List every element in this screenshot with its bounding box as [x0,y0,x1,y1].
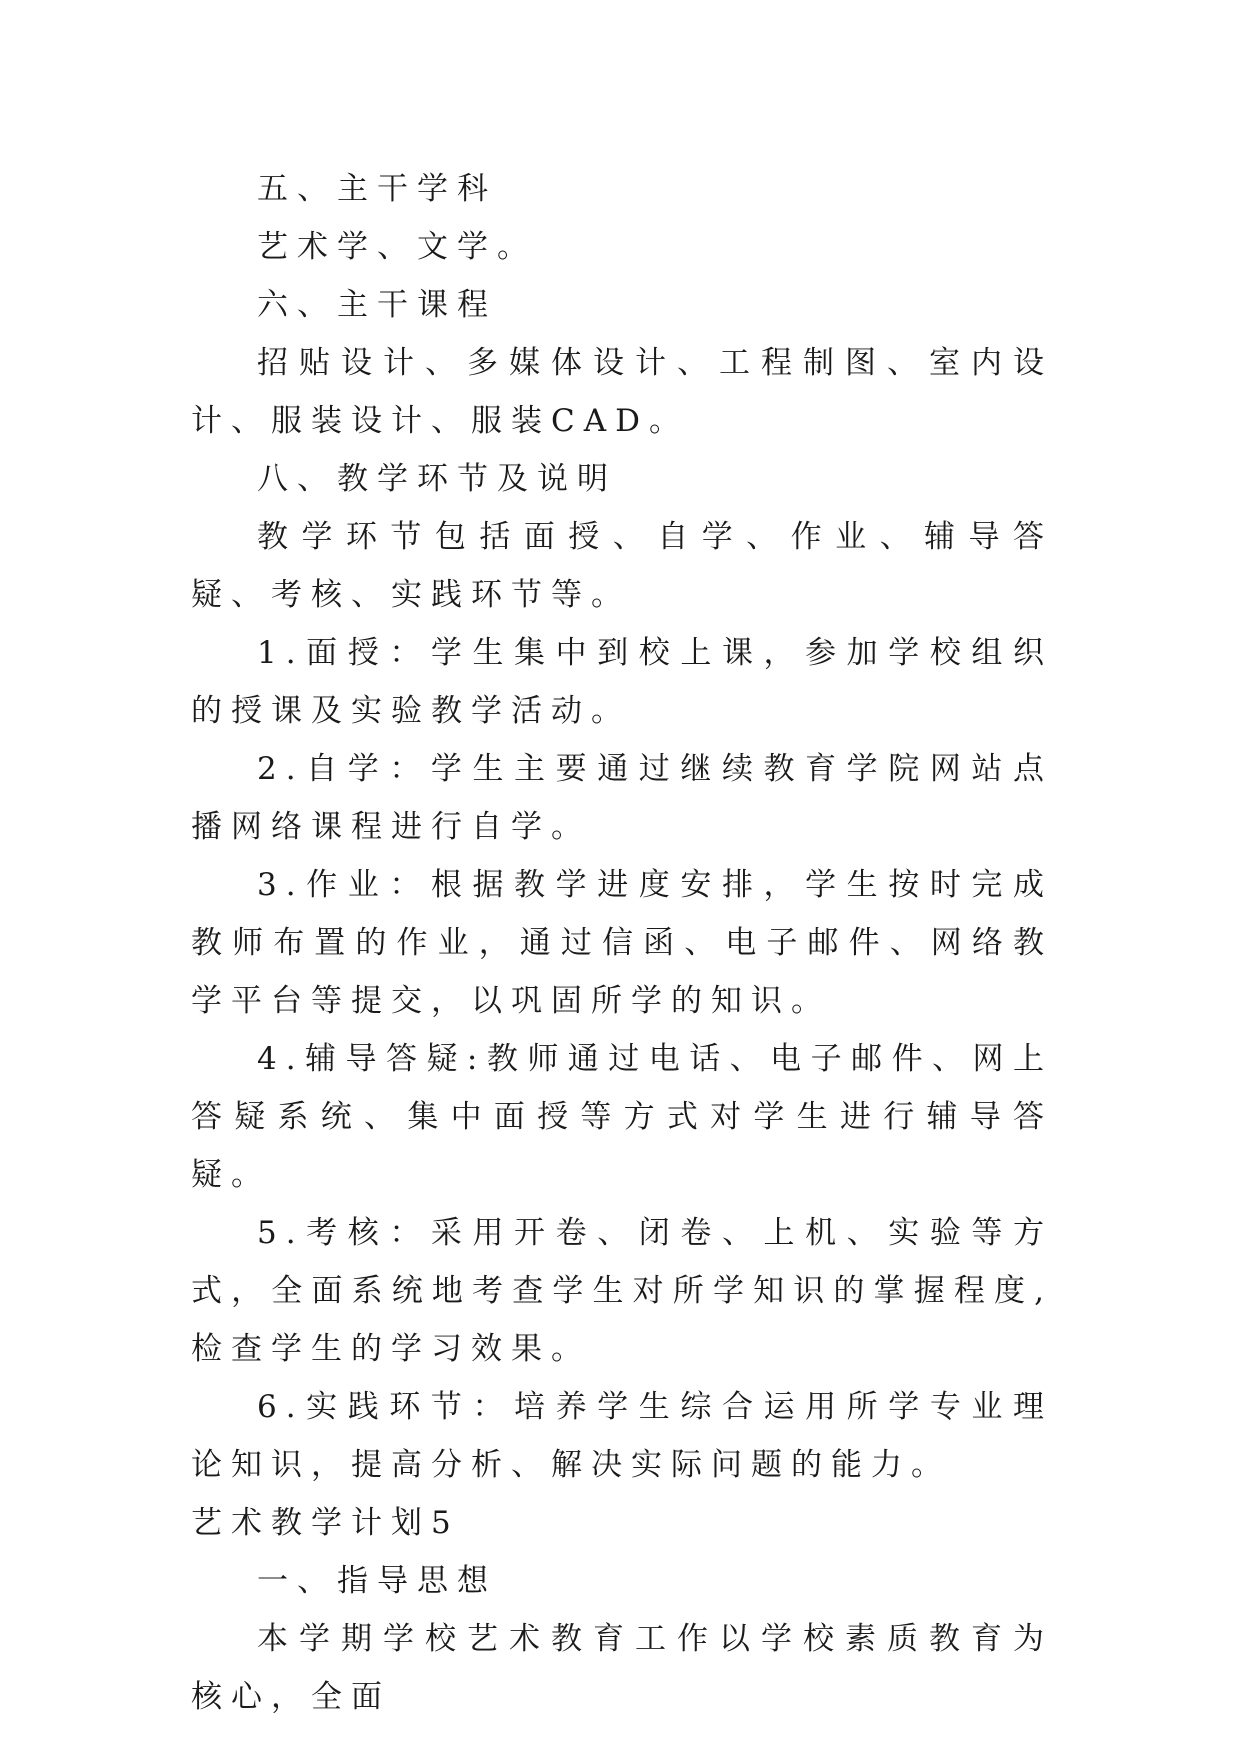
paragraph-face-to-face: 1.面授：学生集中到校上课，参加学校组织的授课及实验教学活动。 [191,635,1053,729]
document-body [191,160,1053,1726]
heading-teaching-links: 八、教学环节及说明 [257,461,617,497]
paragraph-teaching-links: 教学环节包括面授、自学、作业、辅导答疑、考核、实践环节等。 [191,519,1053,613]
paragraph-assessment: 5.考核：采用开卷、闭卷、上机、实验等方式，全面系统地考查学生对所学知识的掌握程度,检查学生的学习效果。 [191,1215,1053,1367]
section-heading: 艺术教学计划5 [191,1505,460,1541]
paragraph-tutoring: 4.辅导答疑:教师通过电话、电子邮件、网上答疑系统、集中面授等方式对学生进行辅导答疑。 [191,1041,1053,1193]
paragraph-main-subjects: 艺术学、文学。 [257,229,537,265]
heading-guiding-ideology: 一、指导思想 [257,1563,497,1599]
paragraph-practice: 6.实践环节：培养学生综合运用所学专业理论知识，提高分析、解决实际问题的能力。 [191,1389,1053,1483]
paragraph-guiding-ideology: 本学期学校艺术教育工作以学校素质教育为核心，全面 [191,1621,1053,1715]
paragraph-self-study: 2.自学：学生主要通过继续教育学院网站点播网络课程进行自学。 [191,751,1053,845]
paragraph-main-courses: 招贴设计、多媒体设计、工程制图、室内设计、服装设计、服装CAD。 [191,345,1053,439]
paragraph-homework: 3.作业：根据教学进度安排，学生按时完成教师布置的作业，通过信函、电子邮件、网络教学平台等提交，以巩固所学的知识。 [191,867,1053,1019]
heading-main-courses: 六、主干课程 [257,287,497,323]
heading-main-subjects: 五、主干学科 [257,171,497,207]
